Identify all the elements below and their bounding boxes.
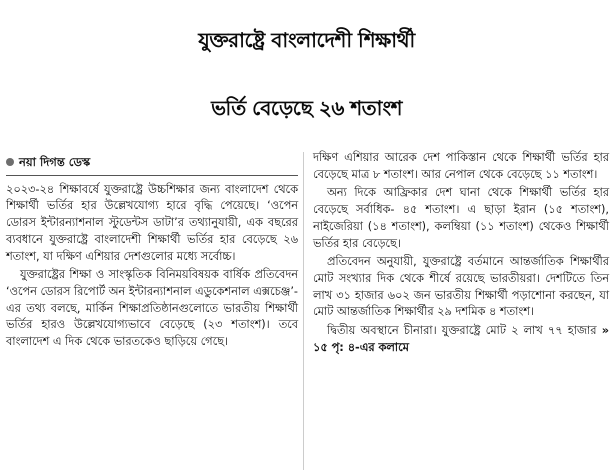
left-column <box>6 150 298 353</box>
column-divider <box>303 152 304 470</box>
paragraph: প্রতিবেদন অনুযায়ী, যুক্তরাষ্ট্রে বর্তমানে আন্তর্জাতিক শিক্ষার্থীর মোট সংখ্যার দিক থেকে শীর্ষে রয়েছে ভারতীয়রা। দেশটিতে তিন লাখ ৩১ হাজার ৬০২ জন ভারতীয় শিক্ষার্থী পড়াশোনা করছেন, যা মোট আন্তর্জাতিক শিক্ষার্থীর ২৯ দশমিক ৪ শতাংশ। <box>313 255 609 319</box>
headline-line-2: ভর্তি বেড়েছে ২৬ শতাংশ <box>211 96 402 120</box>
jump-arrow-icon: » <box>601 324 609 338</box>
paragraph-text: দ্বিতীয় অবস্থানে চীনারা। যুক্তরাষ্ট্রে মোট ২ লাখ ৭৭ হাজার <box>327 324 597 338</box>
paragraph: ২০২৩-২৪ শিক্ষাবর্ষে যুক্তরাষ্ট্রে উচ্চশিক্ষার জন্য বাংলাদেশ থেকে শিক্ষার্থী ভর্তির হার উল্লেখযোগ্য হারে বৃদ্ধি পেয়েছে। ‘ওপেন ডোরস ইন্টারন্যাশনাল স্টুডেন্টস ডাটা’র তথ্যানুযায়ী, এক বছরের ব্যবধানে যুক্তরাষ্ট্রে বাংলাদেশী শিক্ষার্থী ভর্তির হার বেড়েছে ২৬ শতাংশ, যা দক্ষিণ এশিয়ার দেশগুলোর মধ্যে সর্বোচ্চ। <box>6 182 298 263</box>
jump-text: ১৫ পৃ: ৪-এর কলামে <box>313 340 409 354</box>
paragraph: অন্য দিকে আফ্রিকার দেশ ঘানা থেকে শিক্ষার্থী ভর্তির হার বেড়েছে সর্বাধিক- ৪৫ শতাংশ। এ ছাড়া ইরান (১৫ শতাংশ), নাইজেরিয়া (১৪ শতাংশ), কলম্বিয়া (১১ শতাংশ) থেকেও শিক্ষার্থী ভর্তির হার বেড়েছে। <box>313 186 609 250</box>
byline <box>6 154 298 171</box>
paragraph: যুক্তরাষ্ট্রের শিক্ষা ও সাংস্কৃতিক বিনিময়বিষয়ক বার্ষিক প্রতিবেদন ‘ওপেন ডোরস রিপোর্ট অন ইন্টারন্যাশনাল এডুকেশনাল এক্সচেঞ্জ’-এর তথ্য বলছে, মার্কিন শিক্ষাপ্রতিষ্ঠানগুলোতে ভারতীয় শিক্ষার্থী ভর্তির হারও উল্লেখযোগ্যভাবে বেড়েছে (২৩ শতাংশ)। তবে বাংলাদেশ এ দিক থেকে ভারতকেও ছাড়িয়ে গেছে। <box>6 268 298 349</box>
byline-text: নয়া দিগন্ত ডেস্ক <box>19 155 91 169</box>
bullet-icon <box>6 158 14 166</box>
byline-rule <box>6 175 298 176</box>
headline-line-1: যুক্তরাষ্ট্রে বাংলাদেশী শিক্ষার্থী <box>198 28 415 52</box>
right-column <box>313 150 609 358</box>
paragraph <box>313 323 609 356</box>
paragraph: দক্ষিণ এশিয়ার আরেক দেশ পাকিস্তান থেকে শিক্ষার্থী ভর্তির হার বেড়েছে মাত্র ৮ শতাংশ। আর নেপাল থেকে বেড়েছে ১১ শতাংশ। <box>313 151 609 181</box>
